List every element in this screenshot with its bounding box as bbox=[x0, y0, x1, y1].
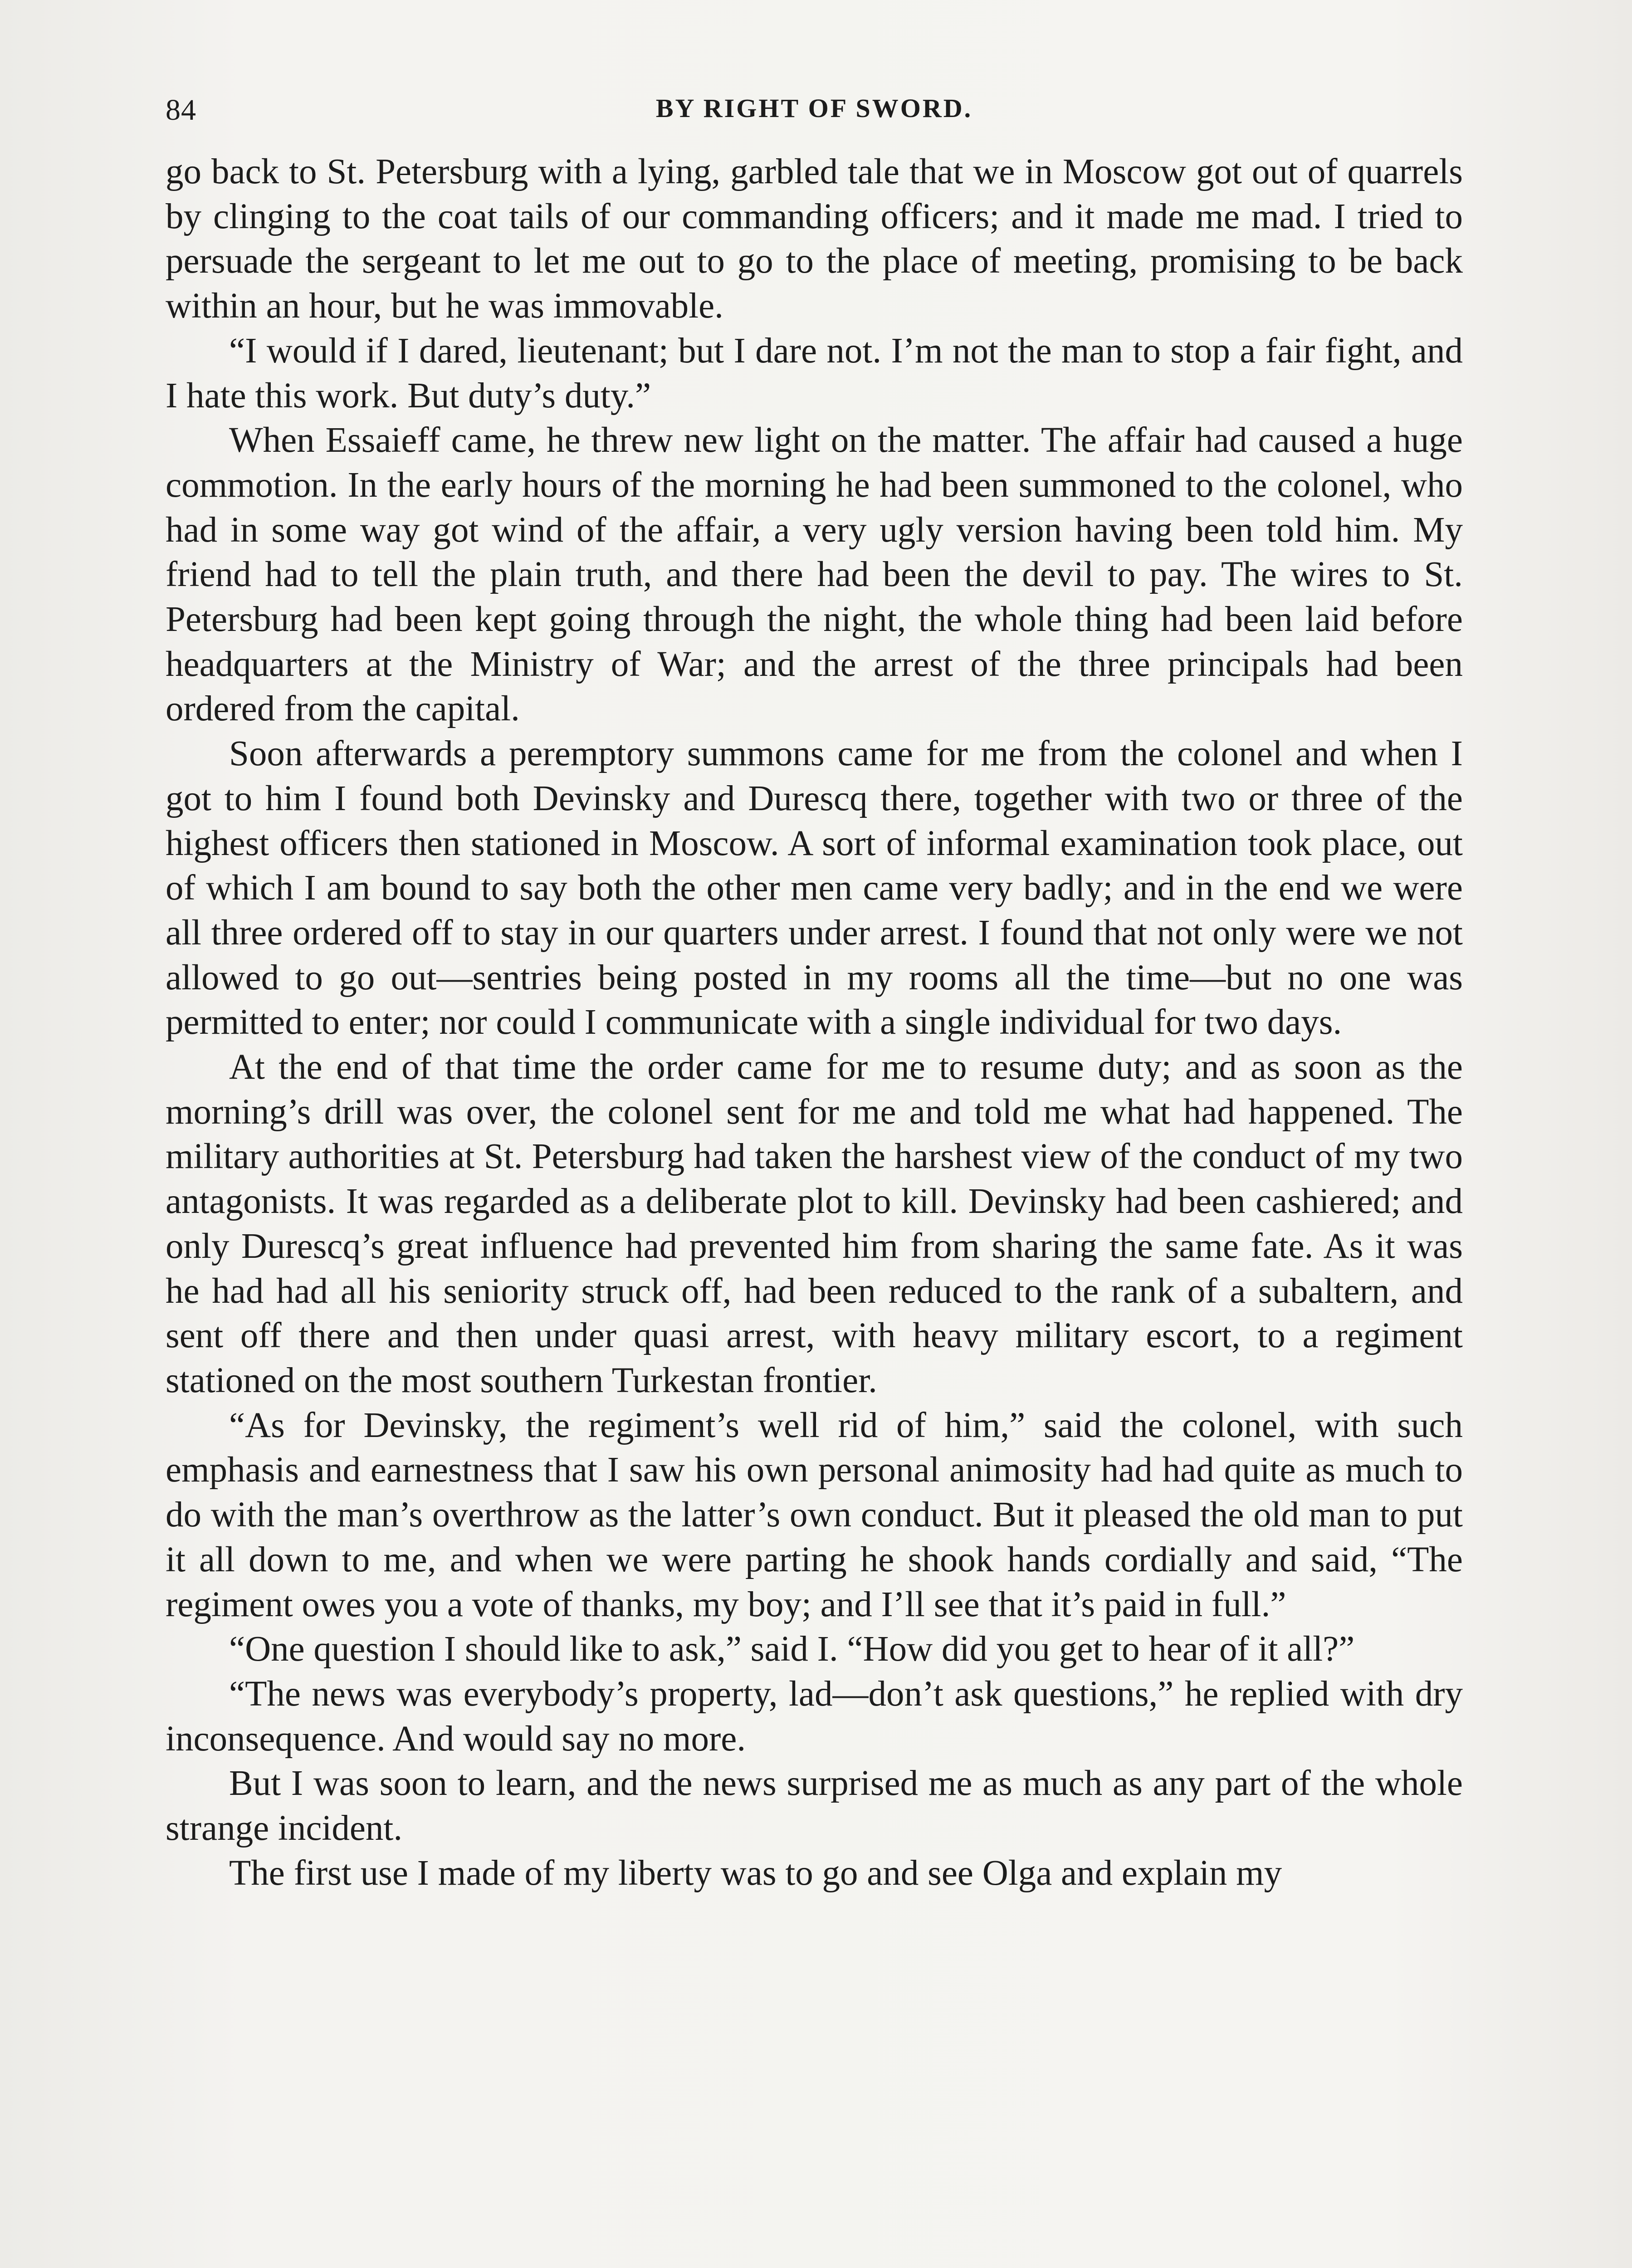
running-title: BY RIGHT OF SWORD. bbox=[655, 93, 973, 123]
page-number: 84 bbox=[166, 93, 196, 127]
paragraph: Soon afterwards a peremptory summons came for me from the colonel and when I got to him I found both Devinsky and Durescq there, together with two or three of the highest officers then stationed in Moscow. A sort of informal examination took place, out of which I am bound to say both the other men came very badly; and in the end we were all three ordered off to stay in our quarters under arrest. I found that not only were we not allowed to go out—sentries being posted in my rooms all the time—but no one was permitted to enter; nor could I communicate with a single individual for two days. bbox=[166, 734, 1463, 1042]
paragraph: “One question I should like to ask,” said I. “How did you get to hear of it all?” bbox=[229, 1629, 1355, 1669]
paragraph: At the end of that time the order came for me to resume duty; and as soon as the morning’s drill was over, the colonel sent for me and told me what had happened. The military authorities at St. Petersburg had taken the harshest view of the conduct of my two antagonists. It was regarded as a deliberate plot to kill. Devinsky had been cashiered; and only Durescq’s great influence had prevented him from sharing the same fate. As it was he had had all his seniority struck off, had been reduced to the rank of a subaltern, and sent off there and then under quasi arrest, with heavy military escort, to a regiment stationed on the most southern Turkestan frontier. bbox=[166, 1047, 1463, 1400]
paragraph: “I would if I dared, lieutenant; but I dare not. I’m not the man to stop a fair fight, and I hate this work. But duty’s duty.” bbox=[166, 331, 1463, 415]
paragraph: “As for Devinsky, the regiment’s well rid of him,” said the colonel, with such emphasis and earnestness that I saw his own personal animosity had had quite as much to do with the man’s overthrow as the latter’s own conduct. But it pleased the old man to put it all down to me, and when we were parting he shook hands cordially and said, “The regiment owes you a vote of thanks, my boy; and I’ll see that it’s paid in full.” bbox=[166, 1405, 1463, 1624]
paragraph: The first use I made of my liberty was to go and see Olga and explain my bbox=[229, 1853, 1282, 1893]
paragraph: go back to St. Petersburg with a lying, garbled tale that we in Moscow got out of quarrels by clinging to the coat tails of our commanding officers; and it made me mad. I tried to persuade the sergeant to let me out to go to the place of meeting, promising to be back within an hour, but he was immovable. bbox=[166, 152, 1463, 326]
page-header bbox=[166, 93, 1463, 134]
paragraph: But I was soon to learn, and the news surprised me as much as any part of the whole strange incident. bbox=[166, 1764, 1463, 1848]
body-text bbox=[166, 150, 1463, 1896]
paragraph: When Essaieff came, he threw new light on the matter. The affair had caused a huge commotion. In the early hours of the morning he had been summoned to the colonel, who had in some way got wind of the affair, a very ugly version having been told him. My friend had to tell the plain truth, and there had been the devil to pay. The wires to St. Petersburg had been kept going through the night, the whole thing had been laid before headquarters at the Ministry of War; and the arrest of the three principals had been ordered from the capital. bbox=[166, 420, 1463, 729]
paragraph: “The news was everybody’s property, lad—don’t ask questions,” he replied with dry inconsequence. And would say no more. bbox=[166, 1674, 1463, 1759]
